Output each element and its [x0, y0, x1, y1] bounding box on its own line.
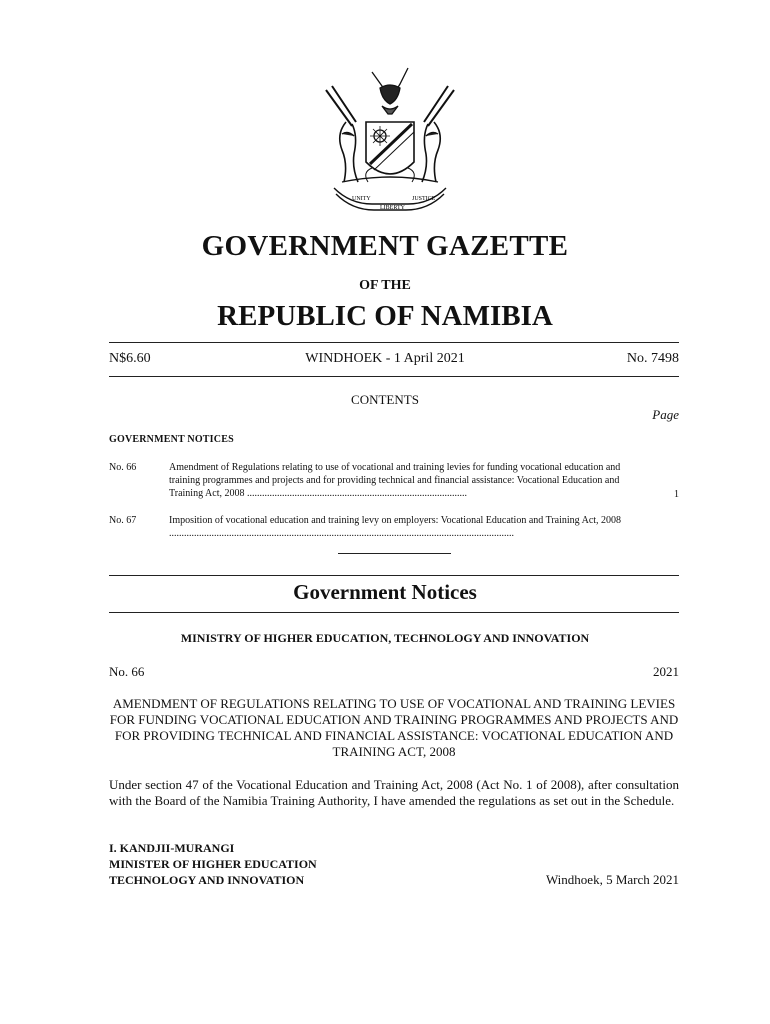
- contents-entry[interactable]: [109, 514, 679, 540]
- entry-text: Imposition of vocational education and training levy on employers: Vocational Education and Training Act, 2008 ..........................................................................................................................................: [169, 515, 622, 539]
- gazette-of-the: OF THE: [359, 278, 411, 293]
- contents-heading: CONTENTS: [351, 392, 419, 407]
- entry-text: Amendment of Regulations relating to use of vocational and training levies for funding vocational education and training programmes and projects and for providing technical and financial assistance: Vocational Education and Training Act, 2008 ........................................................................................: [169, 462, 621, 499]
- notice-paragraph: Under section 47 of the Vocational Education and Training Act, 2008 (Act No. 1 of 2008), after consultation with the Board of the Namibia Training Authority, I have amended the regulations as set out in the Schedule.: [109, 777, 679, 808]
- motto-liberty: LIBERTY: [380, 205, 405, 211]
- entry-page: 1: [674, 489, 679, 500]
- entry-number: No. 66: [109, 462, 137, 473]
- entry-number: No. 67: [109, 515, 137, 526]
- republic-title: REPUBLIC OF NAMIBIA: [217, 300, 553, 332]
- gazette-title: GOVERNMENT GAZETTE: [201, 230, 569, 262]
- notice-year: 2021: [653, 664, 679, 679]
- contents-section-title: GOVERNMENT NOTICES: [109, 434, 234, 445]
- header-rule-bottom: [109, 376, 679, 377]
- motto-unity: UNITY: [352, 196, 371, 202]
- notices-rule-bottom: [109, 612, 679, 613]
- signing-date: Windhoek, 5 March 2021: [545, 872, 679, 887]
- ministry-heading: MINISTRY OF HIGHER EDUCATION, TECHNOLOGY AND INNOVATION: [180, 631, 590, 645]
- signatory-name: I. KANDJII-MURANGI: [109, 841, 235, 855]
- signature-block: [109, 840, 317, 888]
- page-column-label: Page: [652, 407, 679, 422]
- issue-price: N$6.60: [109, 351, 151, 366]
- contents-end-rule: [338, 553, 451, 554]
- issue-place-date: WINDHOEK - 1 April 2021: [305, 351, 465, 366]
- motto-justice: JUSTICE: [412, 196, 436, 202]
- signatory-title-line2: TECHNOLOGY AND INNOVATION: [109, 873, 305, 887]
- header-rule-top: [109, 342, 679, 343]
- amendment-title: AMENDMENT OF REGULATIONS RELATING TO USE OF VOCATIONAL AND TRAINING LEVIES FOR FUNDING VOCATIONAL EDUCATION AND TRAINING PROGRAMMES AND PROJECTS AND FOR PROVIDING TECHNICAL AND FINANCIAL ASSISTANCE: VOCATIONAL EDUCATION AND TRAINING ACT, 2008: [109, 696, 679, 759]
- contents-entry[interactable]: [109, 461, 679, 501]
- issue-number: No. 7498: [626, 351, 679, 366]
- coat-of-arms-emblem: [322, 64, 458, 216]
- notice-number: No. 66: [109, 664, 145, 679]
- notices-rule-top: [109, 575, 679, 576]
- notices-heading: Government Notices: [293, 580, 477, 604]
- signatory-title-line1: MINISTER OF HIGHER EDUCATION: [109, 857, 317, 871]
